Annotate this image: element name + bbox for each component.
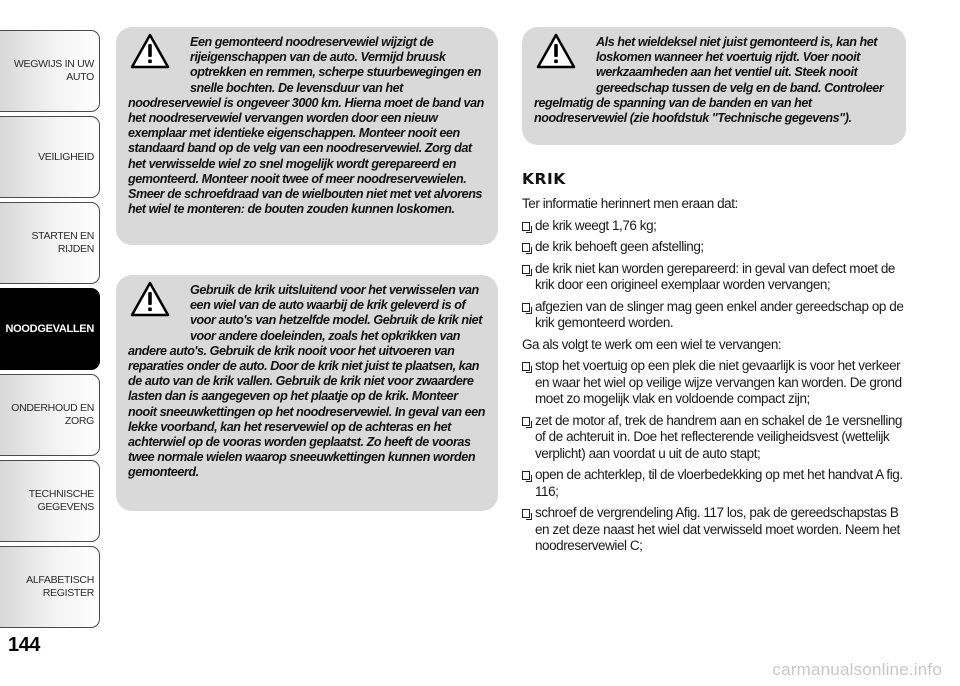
warning-triangle-icon [536, 33, 576, 69]
list-item: de krik behoeft geen afstelling; [522, 239, 912, 256]
procedure-intro: Ga als volgt te werk om een wiel te vervangen: [522, 336, 782, 352]
checkbox-bullet-icon [522, 303, 530, 312]
list-item: afgezien van de slinger mag geen enkel ander gereedschap op de krik gemonteerd worden. [522, 299, 912, 332]
list-item: schroef de vergrendeling Afig. 117 los, pak de gereedschapstas B en zet deze naast het wiel dat verwisseld moet worden. Neem het noodreservewiel C; [522, 505, 912, 555]
tab-wegwijs[interactable]: WEGWIJS IN UW AUTO [0, 30, 100, 112]
checkbox-bullet-icon [522, 417, 530, 426]
checkbox-bullet-icon [522, 265, 530, 274]
checkbox-bullet-icon [522, 509, 530, 518]
tab-technische-gegevens[interactable]: TECHNISCHE GEGEVENS [0, 460, 100, 542]
intro-text: Ter informatie herinnert men eraan dat: [522, 196, 738, 211]
warning-box-spare-wheel [116, 27, 498, 245]
tab-alfabetisch-register[interactable]: ALFABETISCH REGISTER [0, 546, 100, 628]
page-number: 144 [8, 634, 40, 656]
list-item: open de achterklep, til de vloerbedekking op met het handvat A fig. 116; [522, 467, 912, 500]
checkbox-bullet-icon [522, 362, 530, 371]
warning-triangle-icon [130, 281, 170, 317]
warning-triangle-icon [130, 33, 170, 69]
checkbox-bullet-icon [522, 243, 530, 252]
checkbox-bullet-icon [522, 471, 530, 480]
tab-veiligheid[interactable]: VEILIGHEID [0, 116, 100, 198]
list-item: stop het voertuig op een plek die niet gevaarlijk is voor het verkeer en waar het wiel op veilige wijze vervangen kan worden. De grond moet zo mogelijk vlak en voldoende compact zijn; [522, 358, 912, 408]
warning-text: Als het wieldeksel niet juist gemonteerd is, kan het loskomen wanneer het voertuig rijdt. Voer nooit werkzaamheden aan het ventiel uit. Steek nooit gereedschap tussen de velg en de band. Controleer regelmatig de spanning van de banden en van het noodreservewiel (zie hoofdstuk "Technische gegevens"). [534, 35, 884, 126]
warning-text: Gebruik de krik uitsluitend voor het verwisselen van een wiel van de auto waarbij de krik geleverd is of voor auto's van hetzelfde model. Gebruik de krik niet voor andere doeleinden, zoals het opkrikken van andere auto's. Gebruik de krik nooit voor het uitvoeren van reparaties onder de auto. Door de krik niet juist te plaatsen, kan de auto van de krik vallen. Gebruik de krik niet voor zwaardere lasten dan is aangegeven op het plaatje op de krik. Monteer nooit sneeuwkettingen op het noodreservewiel. In geval van een lekke voorband, kan het reservewiel op de achteras en het achterwiel op de vooras worden geplaatst. Zo heeft de vooras twee normale wielen waarop sneeuwkettingen kunnen worden gemonteerd. [128, 283, 485, 480]
list-item: de krik weegt 1,76 kg; [522, 218, 912, 235]
tab-noodgevallen[interactable]: NOODGEVALLEN [0, 288, 100, 370]
checkbox-bullet-icon [522, 222, 530, 231]
watermark: carmanualsonline.info [772, 660, 942, 679]
warning-box-wheel-cover [522, 27, 906, 145]
list-item: zet de motor af, trek de handrem aan en schakel de 1e versnelling of de achteruit in. Doe het reflecterende veiligheidsvest (wettelijk verplicht) aan voordat u uit de auto stapt; [522, 413, 912, 463]
tab-onderhoud-en-zorg[interactable]: ONDERHOUD EN ZORG [0, 374, 100, 456]
warning-box-jack-use [116, 275, 498, 511]
tab-starten-en-rijden[interactable]: STARTEN EN RIJDEN [0, 202, 100, 284]
section-heading: KRIK [522, 170, 566, 188]
list-item: de krik niet kan worden gerepareerd: in geval van defect moet de krik door een origineel exemplaar worden vervangen; [522, 261, 912, 294]
warning-text: Een gemonteerd noodreservewiel wijzigt de rijeigenschappen van de auto. Vermijd bruusk optrekken en remmen, scherpe stuurbewegingen en snelle bochten. De levensduur van het noodreservewiel is ongeveer 3000 km. Hierna moet de band van het noodreservewiel vervangen worden door een nieuw exemplaar met identieke eigenschappen. Monteer nooit een standaard band op de velg van een noodreservewiel. Zorg dat het verwisselde wiel zo snel mogelijk wordt gerepareerd en gemonteerd. Monteer nooit twee of meer noodreservewielen. Smeer de schroefdraad van de wielbouten niet met vet alvorens het wiel te monteren: de bouten zouden kunnen loskomen. [128, 35, 484, 217]
krik-section [522, 170, 912, 560]
